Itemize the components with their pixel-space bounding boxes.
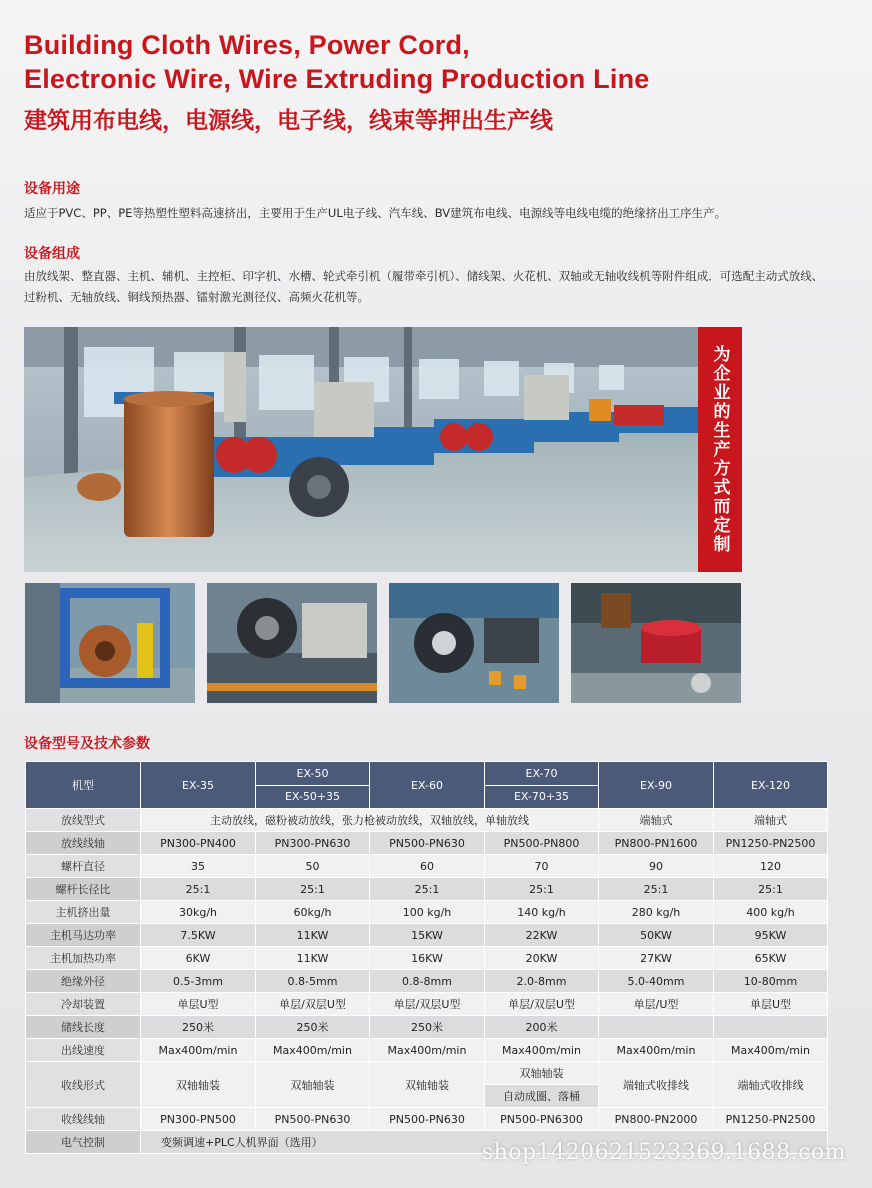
row-label: 螺杆长径比	[26, 878, 141, 901]
composition-text: 由放线架、整直器、主机、辅机、主控柜、印字机、水槽、轮式牵引机（履带牵引机）、储线架、火花机、双轴或无轴收线机等附件组成．可选配主动式放线、过粉机、无轴放线、铜线预热器、镭射激光测径仪、高频火花机等。	[24, 269, 824, 304]
table-row	[26, 947, 828, 970]
table-cell: PN300-PN500	[141, 1108, 256, 1131]
table-cell: 6KW	[141, 947, 256, 970]
row-label: 收线形式	[26, 1062, 141, 1108]
table-cell: 单层/双层U型	[370, 993, 485, 1016]
model-ex35: EX-35	[141, 762, 256, 809]
table-cell	[599, 1016, 714, 1039]
model-ex50: EX-50	[256, 762, 370, 786]
watermark: shop1420621523369.1688.com	[481, 1140, 846, 1165]
row-label: 主机加热功率	[26, 947, 141, 970]
electric-control-value: 变频调速+PLC人机界面（选用）	[141, 1131, 828, 1154]
table-cell: 7.5KW	[141, 924, 256, 947]
table-row	[26, 855, 828, 878]
table-cell: 单层U型	[141, 993, 256, 1016]
specs-heading: 设备型号及技术参数	[24, 736, 150, 752]
model-ex90: EX-90	[599, 762, 714, 809]
table-cell: Max400m/min	[256, 1039, 370, 1062]
table-cell: PN800-PN2000	[599, 1108, 714, 1131]
table-cell: 11KW	[256, 924, 370, 947]
table-cell: 25:1	[714, 878, 828, 901]
table-cell: 50KW	[599, 924, 714, 947]
table-cell: 单层/双层U型	[485, 993, 599, 1016]
table-cell: 280 kg/h	[599, 901, 714, 924]
title-english-line2: Electronic Wire, Wire Extruding Production Line	[24, 64, 650, 94]
table-cell: 90	[599, 855, 714, 878]
row-label: 放线线轴	[26, 832, 141, 855]
capstan-photo	[207, 583, 377, 703]
slogan-text: 为企业的生产方式而定制	[709, 345, 730, 554]
table-cell: 2.0-8mm	[485, 970, 599, 993]
table-cell: 25:1	[256, 878, 370, 901]
takeup-ex50: 双轴轴装	[256, 1062, 370, 1108]
table-cell: 15KW	[370, 924, 485, 947]
model-ex70-35: EX-70+35	[485, 785, 599, 809]
table-cell: 35	[141, 855, 256, 878]
table-cell: 0.8-8mm	[370, 970, 485, 993]
composition-heading: 设备组成	[24, 246, 80, 262]
title-english-line1: Building Cloth Wires, Power Cord,	[24, 30, 470, 60]
row-label: 出线速度	[26, 1039, 141, 1062]
takeup-ex60: 双轴轴装	[370, 1062, 485, 1108]
table-cell: PN1250-PN2500	[714, 1108, 828, 1131]
row-label: 主机马达功率	[26, 924, 141, 947]
table-row	[26, 1016, 828, 1039]
table-cell: 27KW	[599, 947, 714, 970]
table-cell: PN800-PN1600	[599, 832, 714, 855]
model-label: 机型	[26, 762, 141, 809]
model-ex120: EX-120	[714, 762, 828, 809]
table-row	[26, 1039, 828, 1062]
specs-table	[25, 761, 828, 1154]
table-cell: Max400m/min	[599, 1039, 714, 1062]
table-cell: 400 kg/h	[714, 901, 828, 924]
slogan-banner	[698, 327, 742, 572]
table-cell: Max400m/min	[714, 1039, 828, 1062]
row-label: 螺杆直径	[26, 855, 141, 878]
table-row	[26, 1108, 828, 1131]
table-cell: 250米	[256, 1016, 370, 1039]
table-cell: 200米	[485, 1016, 599, 1039]
table-cell: 16KW	[370, 947, 485, 970]
payoff-stand-photo	[25, 583, 195, 703]
table-cell: Max400m/min	[370, 1039, 485, 1062]
table-cell: 25:1	[141, 878, 256, 901]
row-label: 绝缘外径	[26, 970, 141, 993]
table-cell: PN300-PN630	[256, 832, 370, 855]
table-row	[26, 970, 828, 993]
table-cell: 60	[370, 855, 485, 878]
table-cell: 50	[256, 855, 370, 878]
table-cell: 25:1	[599, 878, 714, 901]
table-cell: 65KW	[714, 947, 828, 970]
table-cell: PN500-PN630	[256, 1108, 370, 1131]
table-cell: PN500-PN6300	[485, 1108, 599, 1131]
table-row	[26, 993, 828, 1016]
table-row	[26, 809, 828, 832]
table-cell: 25:1	[370, 878, 485, 901]
table-cell: 10-80mm	[714, 970, 828, 993]
table-cell: PN500-PN800	[485, 832, 599, 855]
title-chinese: 建筑用布电线，电源线，电子线，线束等押出生产线	[24, 108, 553, 134]
table-cell: 单层/双层U型	[256, 993, 370, 1016]
takeup-ex90: 端轴式收排线	[599, 1062, 714, 1108]
table-row	[26, 901, 828, 924]
table-cell: 0.5-3mm	[141, 970, 256, 993]
payoff-type-ex120: 端轴式	[714, 809, 828, 832]
table-cell: 250米	[141, 1016, 256, 1039]
row-label: 储线长度	[26, 1016, 141, 1039]
table-cell: 25:1	[485, 878, 599, 901]
table-cell: PN300-PN400	[141, 832, 256, 855]
table-row	[26, 832, 828, 855]
table-cell: 60kg/h	[256, 901, 370, 924]
row-label: 冷却装置	[26, 993, 141, 1016]
title-english	[24, 28, 649, 96]
table-cell: 11KW	[256, 947, 370, 970]
table-cell: 0.8-5mm	[256, 970, 370, 993]
row-label: 放线型式	[26, 809, 141, 832]
row-label: 收线线轴	[26, 1108, 141, 1131]
table-cell	[714, 1016, 828, 1039]
table-cell: 单层U型	[714, 993, 828, 1016]
usage-heading: 设备用途	[24, 181, 80, 197]
row-label: 主机挤出量	[26, 901, 141, 924]
table-cell: Max400m/min	[485, 1039, 599, 1062]
model-ex60: EX-60	[370, 762, 485, 809]
production-line-photo	[24, 327, 742, 572]
takeup-ex35: 双轴轴装	[141, 1062, 256, 1108]
table-cell: 5.0-40mm	[599, 970, 714, 993]
table-cell: 95KW	[714, 924, 828, 947]
extruder-head-photo	[389, 583, 559, 703]
table-cell: 单层/U型	[599, 993, 714, 1016]
takeup-reel-photo	[571, 583, 741, 703]
row-label: 电气控制	[26, 1131, 141, 1154]
takeup-ex70-b: 自动成圈、落桶	[485, 1085, 599, 1108]
table-row	[26, 924, 828, 947]
takeup-ex70-a: 双轴轴装	[485, 1062, 599, 1085]
model-ex70: EX-70	[485, 762, 599, 786]
table-cell: 22KW	[485, 924, 599, 947]
table-row	[26, 1062, 828, 1085]
model-ex50-35: EX-50+35	[256, 785, 370, 809]
table-cell: 100 kg/h	[370, 901, 485, 924]
table-cell: 70	[485, 855, 599, 878]
table-cell: 30kg/h	[141, 901, 256, 924]
takeup-ex120: 端轴式收排线	[714, 1062, 828, 1108]
table-cell: PN500-PN630	[370, 832, 485, 855]
table-cell: 20KW	[485, 947, 599, 970]
table-row	[26, 878, 828, 901]
table-cell: 120	[714, 855, 828, 878]
usage-text: 适应于PVC、PP、PE等热塑性塑料高速挤出，主要用于生产UL电子线、汽车线、BV建筑布电线、电源线等电线电缆的绝缘挤出工序生产。	[24, 206, 727, 220]
table-cell: PN500-PN630	[370, 1108, 485, 1131]
table-cell: PN1250-PN2500	[714, 832, 828, 855]
table-cell: 250米	[370, 1016, 485, 1039]
payoff-type-merged: 主动放线，磁粉被动放线，张力枪被动放线，双轴放线，单轴放线	[141, 809, 599, 832]
payoff-type-ex90: 端轴式	[599, 809, 714, 832]
table-cell: Max400m/min	[141, 1039, 256, 1062]
table-cell: 140 kg/h	[485, 901, 599, 924]
